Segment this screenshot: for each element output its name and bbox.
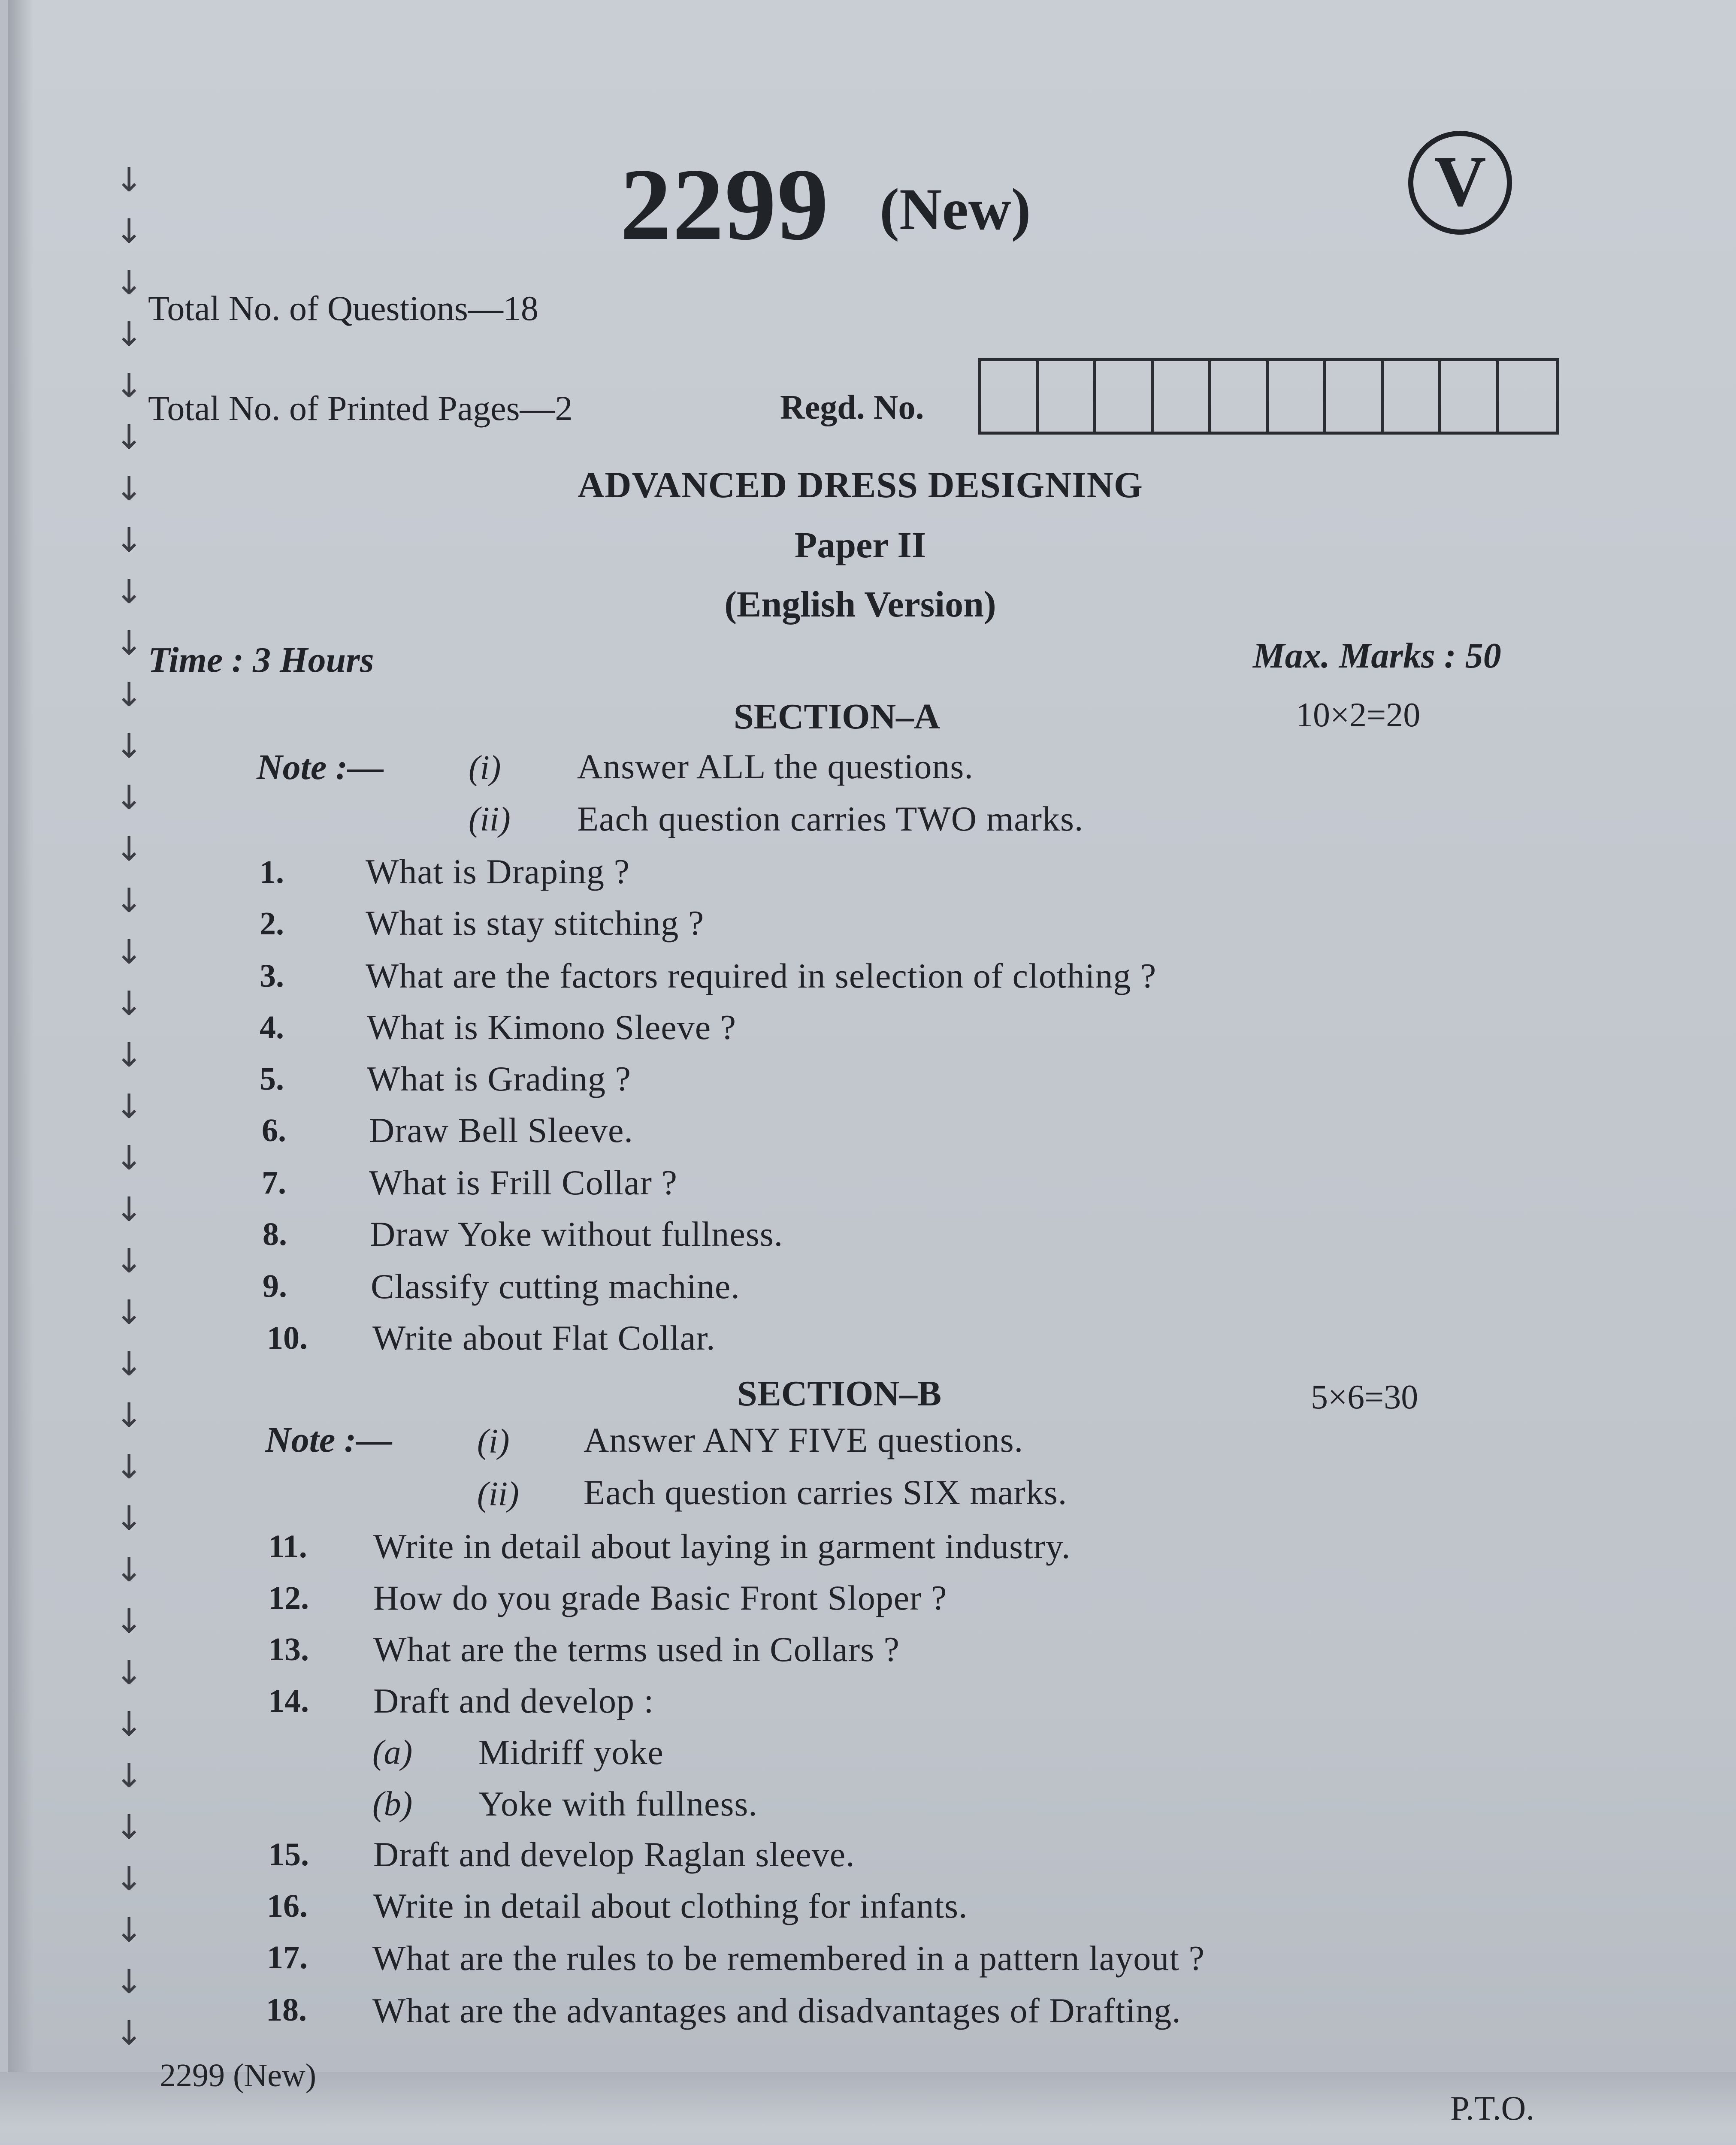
margin-arrow-icon: ↓ [115, 418, 143, 457]
question-number: 14. [268, 1683, 309, 1719]
question-text: Draft and develop : [373, 1681, 654, 1720]
question-text: Write in detail about clothing for infants. [373, 1886, 968, 1925]
margin-arrow-icon: ↓ [115, 161, 143, 199]
margin-arrow-icon: ↓ [115, 2014, 143, 2053]
pto-label: P.T.O. [1450, 2090, 1535, 2127]
total-questions: Total No. of Questions—18 [148, 289, 538, 328]
margin-arrow-icon: ↓ [115, 1242, 143, 1281]
question-number: 12. [268, 1580, 309, 1616]
question-number: 10. [267, 1320, 308, 1356]
question-text: What is Grading ? [367, 1059, 631, 1098]
page-edge-shadow [8, 0, 33, 2145]
regd-no-box[interactable] [1269, 361, 1326, 432]
question-text: Draw Bell Sleeve. [369, 1111, 633, 1150]
margin-arrow-icon: ↓ [115, 470, 143, 508]
question-number: 15. [268, 1837, 309, 1873]
question-text: What is stay stitching ? [366, 903, 705, 943]
margin-arrow-icon: ↓ [115, 1190, 143, 1229]
question-number: 9. [263, 1268, 287, 1304]
margin-arrow-icon: ↓ [115, 1499, 143, 1538]
question-number: 6. [262, 1112, 286, 1148]
question-number: 2. [260, 906, 284, 942]
max-marks: Max. Marks : 50 [1253, 636, 1501, 676]
margin-arrow-icon: ↓ [115, 521, 143, 560]
paper-code-suffix: (New) [880, 176, 1031, 242]
margin-arrow-icon: ↓ [115, 1602, 143, 1641]
margin-arrow-icon: ↓ [115, 1036, 143, 1075]
margin-arrow-icon: ↓ [115, 830, 143, 869]
margin-arrow-icon: ↓ [115, 367, 143, 405]
section-a-note-num: (i) [469, 749, 501, 787]
margin-arrow-icon: ↓ [115, 1396, 143, 1435]
section-a-marks: 10×2=20 [1296, 696, 1421, 734]
question-number: 3. [260, 958, 284, 994]
regd-no-box[interactable] [1441, 361, 1499, 432]
section-a-note-text: Answer ALL the questions. [577, 747, 974, 786]
question-text: What is Frill Collar ? [369, 1163, 677, 1202]
section-a-title: SECTION–A [734, 697, 940, 737]
set-badge: V [1408, 131, 1512, 235]
subject-title: ADVANCED DRESS DESIGNING [578, 464, 1143, 505]
question-text: What are the advantages and disadvantages of Drafting. [372, 1991, 1181, 2030]
regd-no-box[interactable] [981, 361, 1039, 432]
section-b-title: SECTION–B [737, 1374, 942, 1414]
margin-arrow-icon: ↓ [115, 315, 143, 354]
margin-arrow-icon: ↓ [115, 933, 143, 972]
regd-no-box[interactable] [1499, 361, 1556, 432]
regd-no-box[interactable] [1096, 361, 1154, 432]
question-number: 16. [267, 1888, 308, 1924]
margin-arrow-icon: ↓ [115, 1088, 143, 1126]
margin-arrow-icon: ↓ [115, 1705, 143, 1744]
margin-arrow-icon: ↓ [115, 1808, 143, 1847]
section-a-note-label: Note :— [257, 747, 384, 787]
regd-no-box[interactable] [1384, 361, 1441, 432]
time-allowed: Time : 3 Hours [148, 640, 374, 680]
question-text: What is Kimono Sleeve ? [367, 1008, 737, 1047]
section-b-marks: 5×6=30 [1311, 1378, 1418, 1416]
section-b-note-num: (i) [477, 1423, 510, 1460]
section-a-note-num: (ii) [469, 801, 511, 838]
question-text: Write about Flat Collar. [372, 1318, 716, 1357]
question-number: 4. [260, 1009, 284, 1045]
margin-arrow-icon: ↓ [115, 1757, 143, 1795]
version-label: (English Version) [724, 583, 996, 625]
section-b-note-text: Each question carries SIX marks. [584, 1473, 1068, 1512]
question-text: How do you grade Basic Front Sloper ? [373, 1578, 947, 1617]
question-number: 5. [260, 1061, 284, 1097]
question-number: 1. [260, 854, 284, 890]
sub-question-letter: (b) [372, 1785, 413, 1823]
margin-arrow-icon: ↓ [115, 1293, 143, 1332]
section-b-note-num: (ii) [477, 1475, 519, 1513]
regd-no-box[interactable] [1154, 361, 1211, 432]
regd-no-box[interactable] [1039, 361, 1096, 432]
regd-no-box[interactable] [1211, 361, 1269, 432]
margin-arrow-icon: ↓ [115, 212, 143, 251]
margin-arrow-icon: ↓ [115, 727, 143, 766]
margin-arrow-icon: ↓ [115, 1963, 143, 2001]
paper-code: 2299 [620, 147, 829, 261]
margin-arrow-icon: ↓ [115, 985, 143, 1023]
question-number: 17. [267, 1940, 308, 1976]
question-number: 18. [266, 1992, 307, 2028]
question-text: What are the rules to be remembered in a pattern layout ? [372, 1939, 1205, 1978]
margin-arrow-icon: ↓ [115, 1860, 143, 1898]
regd-no-box[interactable] [1326, 361, 1384, 432]
section-b-note-text: Answer ANY FIVE questions. [584, 1420, 1024, 1459]
sub-question-text: Midriff yoke [478, 1733, 664, 1772]
margin-arrow-icon: ↓ [115, 882, 143, 920]
question-text: Classify cutting machine. [371, 1267, 740, 1306]
question-number: 7. [262, 1165, 286, 1201]
margin-arrow-icon: ↓ [115, 1345, 143, 1384]
question-text: Write in detail about laying in garment industry. [373, 1527, 1071, 1566]
margin-arrow-icon: ↓ [115, 1654, 143, 1692]
sub-question-letter: (a) [372, 1734, 413, 1771]
question-text: Draft and develop Raglan sleeve. [373, 1835, 855, 1874]
regd-no-boxes[interactable] [978, 358, 1559, 435]
sub-question-text: Yoke with fullness. [478, 1784, 758, 1823]
footer-paper-code: 2299 (New) [160, 2057, 317, 2094]
question-number: 11. [268, 1529, 307, 1565]
margin-arrow-icon: ↓ [115, 676, 143, 714]
margin-arrow-icon: ↓ [115, 573, 143, 611]
margin-arrow-icon: ↓ [115, 1911, 143, 1950]
margin-arrow-icon: ↓ [115, 1448, 143, 1486]
margin-arrow-icon: ↓ [115, 264, 143, 302]
regd-no-label: Regd. No. [780, 389, 924, 426]
paper-title: Paper II [794, 524, 926, 565]
margin-arrow-icon: ↓ [115, 779, 143, 817]
question-text: What is Draping ? [366, 852, 630, 891]
margin-arrow-icon: ↓ [115, 624, 143, 663]
margin-arrow-icon: ↓ [115, 1139, 143, 1178]
question-number: 8. [263, 1216, 287, 1252]
total-printed-pages: Total No. of Printed Pages—2 [148, 389, 573, 428]
question-text: What are the terms used in Collars ? [373, 1630, 900, 1669]
section-b-note-label: Note :— [265, 1420, 393, 1460]
question-text: Draw Yoke without fullness. [370, 1214, 783, 1254]
question-text: What are the factors required in selection of clothing ? [366, 956, 1157, 995]
margin-arrows [115, 154, 149, 2059]
section-a-note-text: Each question carries TWO marks. [577, 799, 1084, 838]
margin-arrow-icon: ↓ [115, 1551, 143, 1589]
question-number: 13. [268, 1631, 309, 1668]
